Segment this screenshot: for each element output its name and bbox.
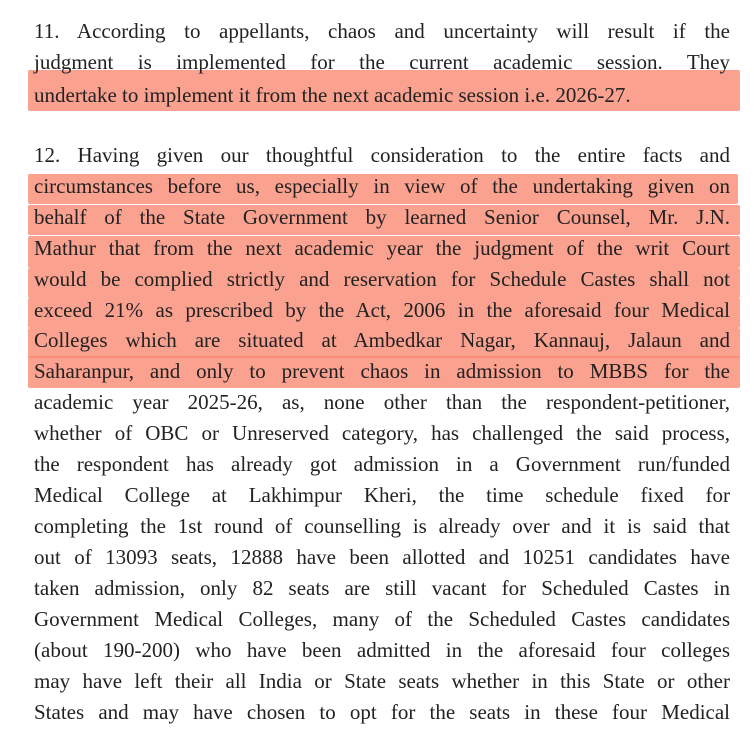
paragraph-12-line: Colleges which are situated at Ambedkar Nagar, Kannauj, Jalaun and (34, 328, 730, 352)
paragraph-12-line: Mathur that from the next academic year the judgment of the writ Court (34, 236, 730, 260)
paragraph-12-line: (about 190-200) who have been admitted in the aforesaid four colleges (34, 638, 730, 662)
paragraph-12-line: circumstances before us, especially in view of the undertaking given on (34, 174, 730, 198)
paragraph-11-line: undertake to implement it from the next academic session i.e. 2026-27. (34, 83, 631, 107)
paragraph-12-line: the respondent has already got admission in a Government run/funded (34, 452, 730, 476)
paragraph-12-line: whether of OBC or Unreserved category, has challenged the said process, (34, 421, 730, 445)
paragraph-12-line: taken admission, only 82 seats are still vacant for Scheduled Castes in (34, 576, 730, 600)
paragraph-11-line: 11. According to appellants, chaos and uncertainty will result if the (34, 19, 730, 43)
paragraph-12-line: Government Medical Colleges, many of the Scheduled Castes candidates (34, 607, 730, 631)
paragraph-12-line: States and may have chosen to opt for the seats in these four Medical (34, 700, 730, 724)
paragraph-12-line: would be complied strictly and reservation for Schedule Castes shall not (34, 267, 730, 291)
paragraph-12-line: completing the 1st round of counselling is already over and it is said that (34, 514, 730, 538)
paragraph-12-line: may have left their all India or State seats whether in this State or other (34, 669, 730, 693)
paragraph-11-line: judgment is implemented for the current academic session. They (34, 50, 730, 74)
paragraph-12-line: academic year 2025-26, as, none other than the respondent-petitioner, (34, 390, 730, 414)
paragraph-12-line: 12. Having given our thoughtful consideration to the entire facts and (34, 143, 730, 167)
paragraph-12-line: exceed 21% as prescribed by the Act, 2006 in the aforesaid four Medical (34, 298, 730, 322)
paragraph-12-line: out of 13093 seats, 12888 have been allotted and 10251 candidates have (34, 545, 730, 569)
paragraph-12-line: Saharanpur, and only to prevent chaos in admission to MBBS for the (34, 359, 730, 383)
paragraph-12-line: Medical College at Lakhimpur Kheri, the time schedule fixed for (34, 483, 730, 507)
paragraph-12-line: behalf of the State Government by learned Senior Counsel, Mr. J.N. (34, 205, 730, 229)
